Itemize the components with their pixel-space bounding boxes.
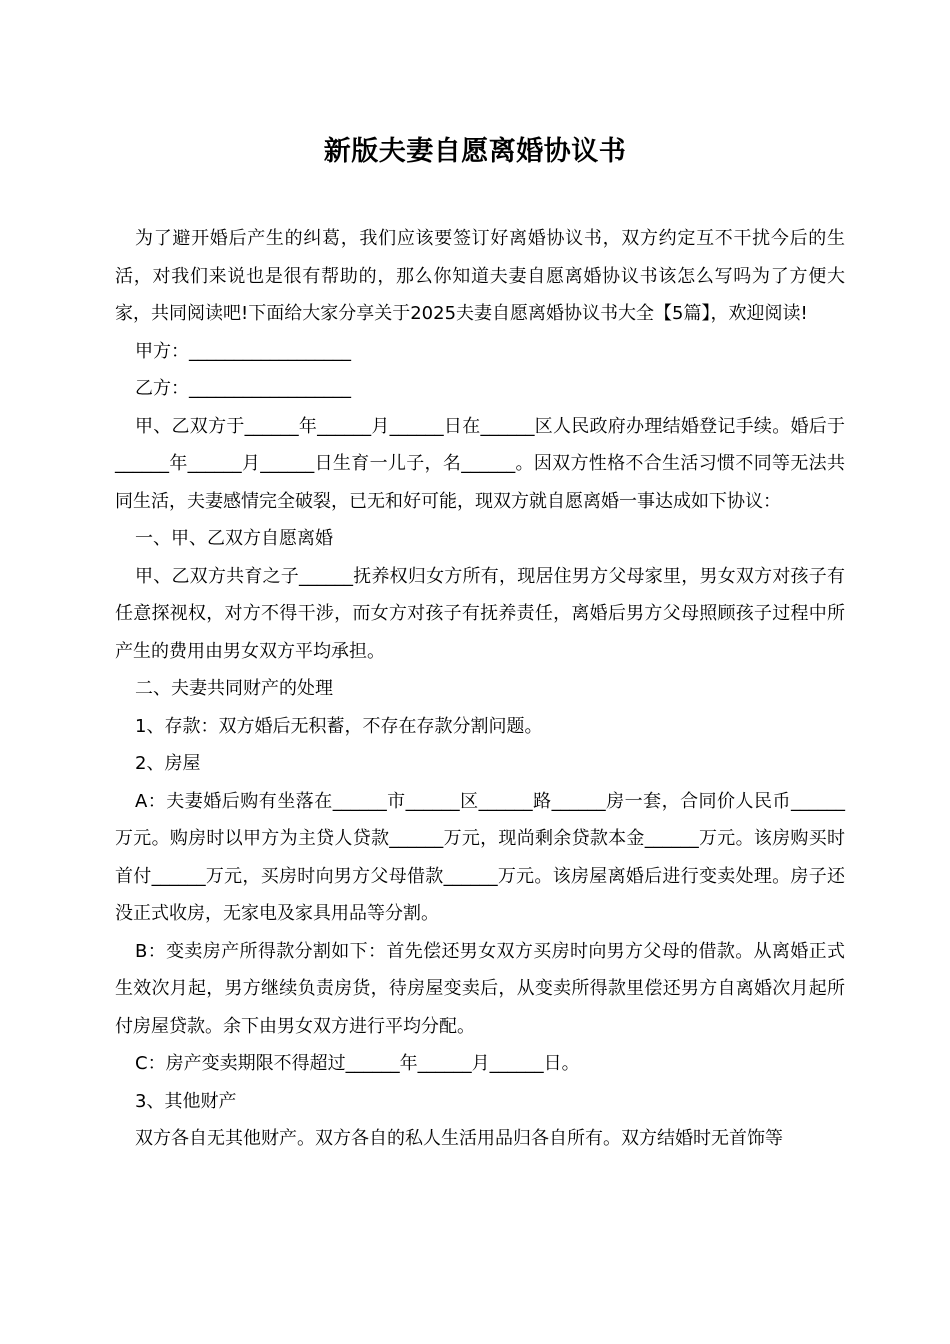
party-b-line: 乙方：__________________ [135,378,351,399]
house-clause-c: C：房产变卖期限不得超过______年______月______日。 [135,1053,580,1074]
section-heading-property: 二、夫妻共同财产的处理 [135,678,333,699]
marriage-info-paragraph: 甲、乙双方于______年______月______日在______区人民政府办理结婚登记手续。婚后于______年______月______日生育一儿子，名______。因双方性格不合生活习惯不同等无法共同生活，夫妻感情完全破裂，已无和好可能，现双方就自愿离婚一事达成如下协议： [115,415,845,512]
section-heading-divorce: 一、甲、乙双方自愿离婚 [135,528,333,549]
document-title: 新版夫妻自愿离婚协议书 [323,136,627,167]
party-a-line: 甲方：__________________ [135,340,351,362]
other-property-paragraph: 双方各自无其他财产。双方各自的私人生活用品归各自所有。双方结婚时无首饰等 [135,1128,783,1149]
house-heading: 2、房屋 [135,753,201,774]
other-property-heading: 3、其他财产 [135,1090,237,1112]
intro-paragraph: 为了避开婚后产生的纠葛，我们应该要签订好离婚协议书，双方约定互不干扰今后的生活，对我们来说也是很有帮助的，那么你知道夫妻自愿离婚协议书该怎么写吗为了方便大家，共同阅读吧!下面给大家分享关于2025夫妻自愿离婚协议书大全【5篇】，欢迎阅读! [115,228,845,324]
document-body [115,220,845,1158]
house-clause-a: A：夫妻婚后购有坐落在______市______区______路______房一套，合同价人民币______万元。购房时以甲方为主贷人贷款______万元，现尚剩余贷款本金______万元。该房购买时首付______万元，买房时向男方父母借款______万元。该房屋离婚后进行变卖处理。房子还没正式收房，无家电及家具用品等分割。 [115,790,845,924]
savings-clause: 1、存款：双方婚后无积蓄，不存在存款分割问题。 [135,715,543,737]
house-clause-b: B：变卖房产所得款分割如下：首先偿还男女双方买房时向男方父母的借款。从离婚正式生效次月起，男方继续负责房货，待房屋变卖后，从变卖所得款里偿还男方自离婚次月起所付房屋贷款。余下由男女双方进行平均分配。 [115,940,845,1037]
custody-paragraph: 甲、乙双方共育之子______抚养权归女方所有，现居住男方父母家里，男女双方对孩子有任意探视权，对方不得干涉，而女方对孩子有抚养责任，离婚后男方父母照顾孩子过程中所产生的费用由男女双方平均承担。 [115,565,845,662]
